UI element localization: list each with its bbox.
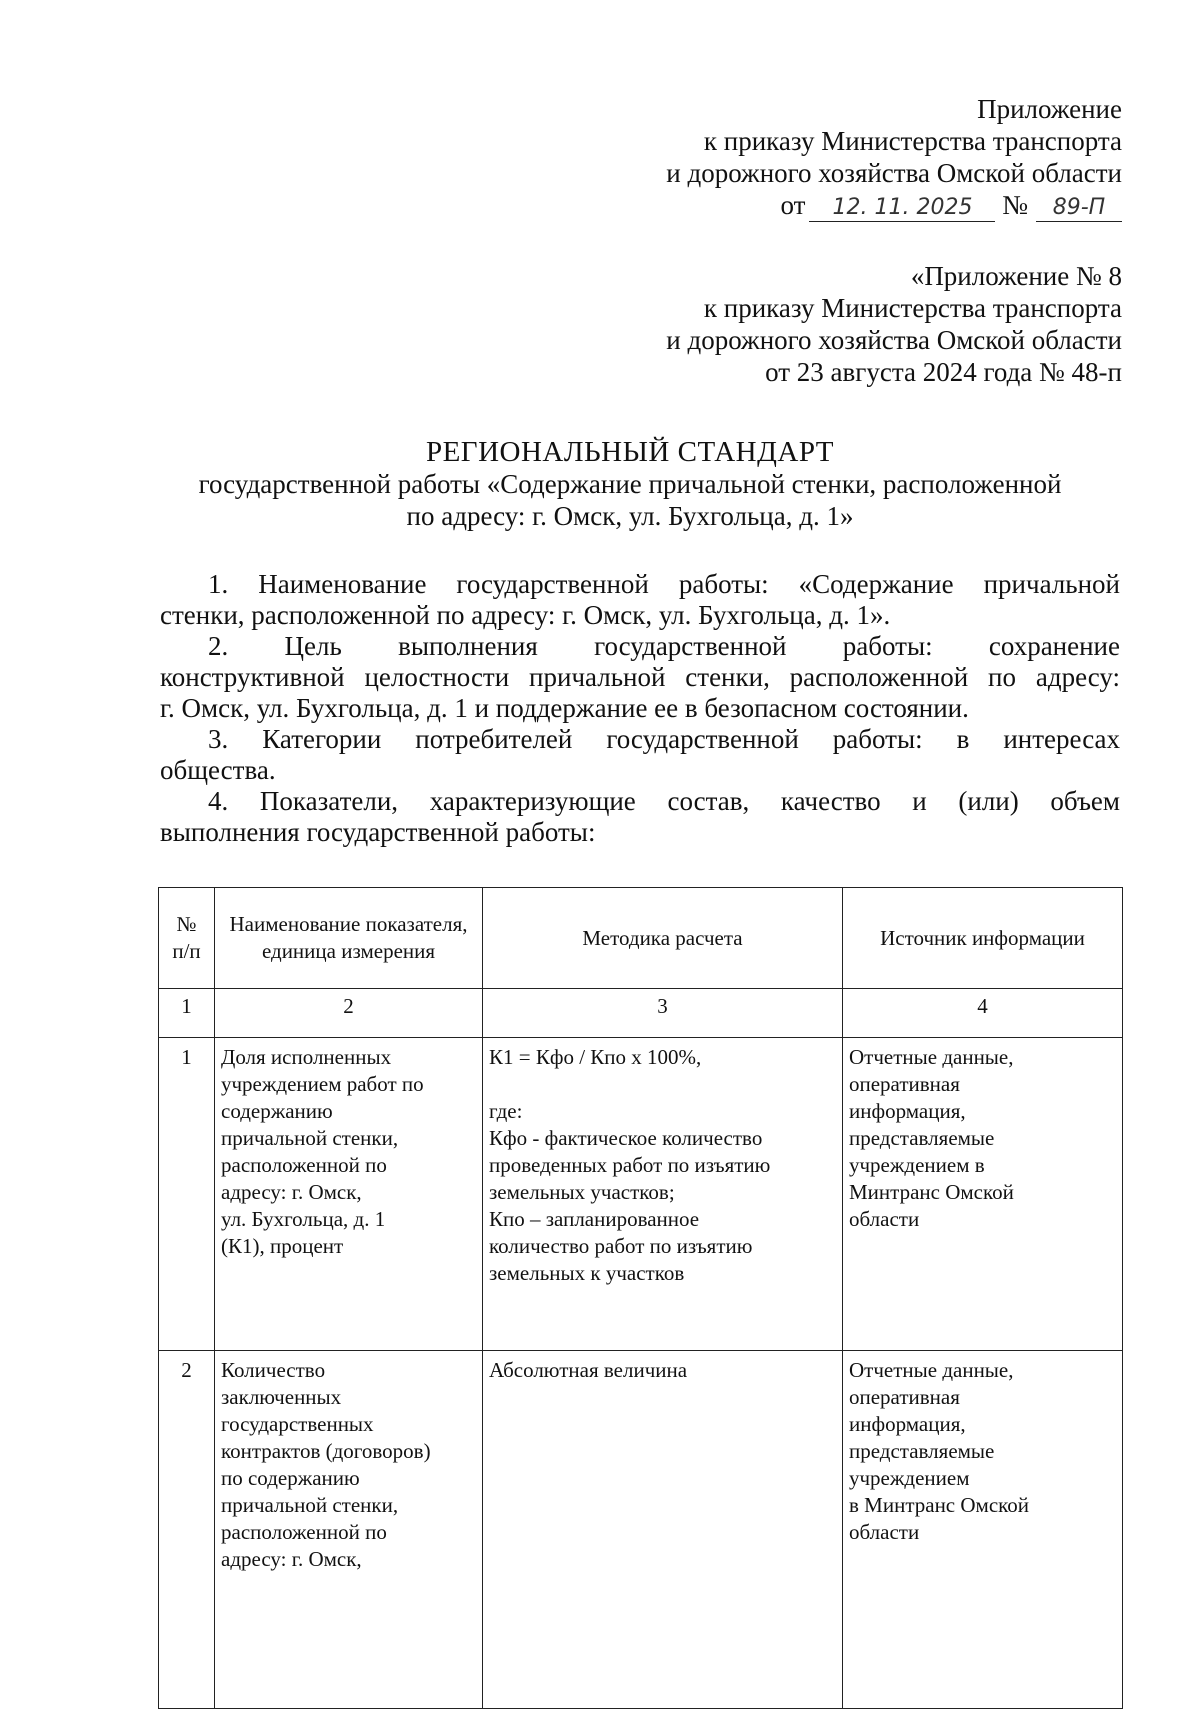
cell-line: содержанию <box>221 1099 333 1123</box>
calculation-method-cell <box>483 1351 843 1709</box>
header-cell-name: Наименование показателя, единица измерения <box>215 888 483 989</box>
cell-line: заключенных <box>221 1385 342 1409</box>
cell-line: причальной стенки, <box>221 1126 399 1150</box>
cell-line: учреждением в <box>849 1153 985 1177</box>
cell-line: ул. Бухгольца, д. 1 <box>221 1207 386 1231</box>
cell-line: представляемые <box>849 1439 995 1463</box>
cell-line: земельных к участков <box>489 1261 685 1285</box>
cell-line: Абсолютная величина <box>489 1358 688 1382</box>
paragraph-2-line-b: конструктивной целостности причальной стенки, расположенной по адресу: <box>160 662 1120 692</box>
cell-line: информация, <box>849 1099 966 1123</box>
information-source-cell <box>843 1038 1123 1351</box>
cell-line: Отчетные данные, <box>849 1358 1014 1382</box>
cell-line: где: <box>489 1099 523 1123</box>
cell-line: оперативная <box>849 1385 960 1409</box>
appendix-header <box>666 93 1122 222</box>
indicator-name-cell <box>215 1038 483 1351</box>
cell-line: области <box>849 1520 920 1544</box>
paragraph-3-line-a: 3. Категории потребителей государственной работы: в интересах <box>208 724 1120 754</box>
row-number: 2 <box>159 1351 215 1709</box>
original-appendix-header <box>666 260 1122 388</box>
paragraph-3-cont <box>160 755 1120 786</box>
cell-line: Кфо - фактическое количество <box>489 1126 763 1150</box>
handwritten-number: 89-П <box>1036 195 1122 222</box>
title-line-3: по адресу: г. Омск, ул. Бухгольца, д. 1» <box>406 501 854 531</box>
appendix-order-line: к приказу Министерства транспорта <box>703 126 1122 156</box>
cell-line: информация, <box>849 1412 966 1436</box>
cell-line: проведенных работ по изъятию <box>489 1153 771 1177</box>
paragraph-2-line-c: г. Омск, ул. Бухгольца, д. 1 и поддержание ее в безопасном состоянии. <box>160 693 969 723</box>
cell-line: Минтранс Омской <box>849 1180 1014 1204</box>
cell-line: в Минтранс Омской <box>849 1493 1030 1517</box>
cell-line: адресу: г. Омск, <box>221 1547 362 1571</box>
cell-line: расположенной по <box>221 1153 387 1177</box>
cell-spacer <box>489 1071 836 1098</box>
cell-line: причальной стенки, <box>221 1493 399 1517</box>
table-row <box>159 1351 1123 1709</box>
header-cell-number: № п/п <box>159 888 215 989</box>
cell-line: расположенной по <box>221 1520 387 1544</box>
column-number: 1 <box>159 989 215 1038</box>
column-number-row <box>159 989 1123 1038</box>
cell-line: по содержанию <box>221 1466 360 1490</box>
table-row <box>159 1038 1123 1351</box>
cell-line: Количество <box>221 1358 326 1382</box>
header-cell-source: Источник информации <box>843 888 1123 989</box>
title-main: РЕГИОНАЛЬНЫЙ СТАНДАРТ <box>425 436 835 468</box>
paragraph-4 <box>160 786 1120 817</box>
paragraph-4-line-a: 4. Показатели, характеризующие состав, качество и (или) объем <box>208 786 1120 816</box>
calculation-method-cell <box>483 1038 843 1351</box>
header-cell-method: Методика расчета <box>483 888 843 989</box>
original-appendix-title: «Приложение № 8 <box>910 261 1122 291</box>
cell-line: Кпо – запланированное <box>489 1207 700 1231</box>
paragraph-4-cont <box>160 817 1120 848</box>
cell-line: государственных <box>221 1412 374 1436</box>
cell-line: Отчетные данные, <box>849 1045 1014 1069</box>
column-number: 2 <box>215 989 483 1038</box>
title-line-2: государственной работы «Содержание причальной стенки, расположенной <box>198 469 1062 499</box>
appendix-ministry-line: и дорожного хозяйства Омской области <box>666 158 1122 188</box>
cell-line: контрактов (договоров) <box>221 1439 431 1463</box>
paragraph-2-line-a: 2. Цель выполнения государственной работы: сохранение <box>208 631 1120 661</box>
cell-line: земельных участков; <box>489 1180 675 1204</box>
information-source-cell <box>843 1351 1123 1709</box>
appendix-date-line <box>666 189 1122 222</box>
table-header-row <box>159 888 1123 989</box>
original-order-line: к приказу Министерства транспорта <box>703 293 1122 323</box>
indicator-name-cell <box>215 1351 483 1709</box>
cell-line: учреждением работ по <box>221 1072 424 1096</box>
original-ministry-line: и дорожного хозяйства Омской области <box>666 325 1122 355</box>
cell-line: представляемые <box>849 1126 995 1150</box>
paragraph-1 <box>160 569 1120 631</box>
paragraph-1-line-b: стенки, расположенной по адресу: г. Омск, ул. Бухгольца, д. 1». <box>160 600 891 630</box>
row-number: 1 <box>159 1038 215 1351</box>
paragraph-2 <box>160 631 1120 662</box>
column-number: 3 <box>483 989 843 1038</box>
cell-line: (К1), процент <box>221 1234 344 1258</box>
original-date-line: от 23 августа 2024 года № 48-п <box>765 357 1122 387</box>
column-number: 4 <box>843 989 1123 1038</box>
cell-line: области <box>849 1207 920 1231</box>
paragraph-3 <box>160 724 1120 755</box>
appendix-title: Приложение <box>977 94 1122 124</box>
cell-line: К1 = Кфо / Кпо х 100%, <box>489 1045 702 1069</box>
indicators-table <box>158 887 1123 1709</box>
document-body <box>160 569 1120 848</box>
cell-line: адресу: г. Омск, <box>221 1180 362 1204</box>
paragraph-3-line-b: общества. <box>160 755 276 785</box>
handwritten-date: 12. 11. 2025 <box>809 195 995 222</box>
cell-line: учреждением <box>849 1466 970 1490</box>
paragraph-2-cont <box>160 662 1120 724</box>
cell-line: количество работ по изъятию <box>489 1234 753 1258</box>
date-prefix: от <box>780 190 806 220</box>
paragraph-1-line-a: 1. Наименование государственной работы: «Содержание причальной <box>208 569 1120 599</box>
number-prefix: № <box>1002 190 1028 220</box>
cell-line: Доля исполненных <box>221 1045 392 1069</box>
document-title <box>150 436 1110 532</box>
cell-line: оперативная <box>849 1072 960 1096</box>
paragraph-4-line-b: выполнения государственной работы: <box>160 817 596 847</box>
